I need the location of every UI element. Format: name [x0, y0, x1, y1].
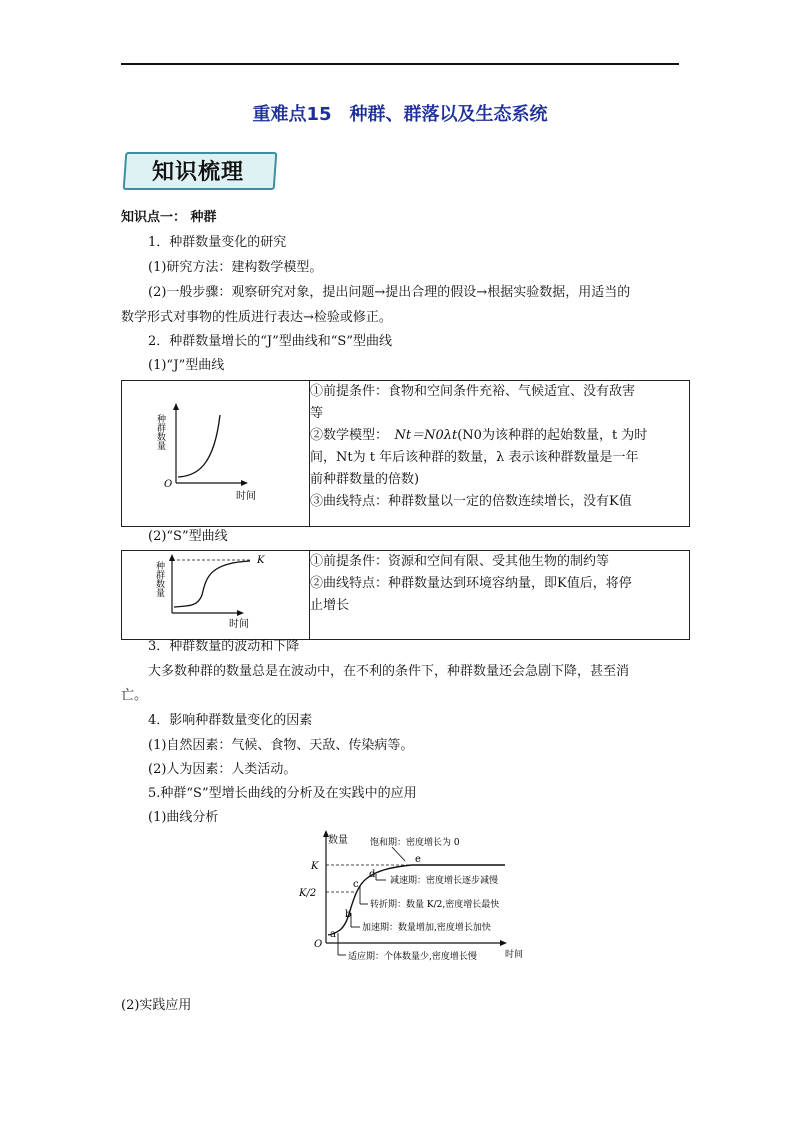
text-line: (2)人为因素：人类活动。	[148, 762, 297, 777]
s-curve-text-cell	[310, 551, 690, 640]
j-curve-table	[121, 380, 690, 527]
s-curve-analysis-figure	[290, 825, 550, 965]
point-label-b: b	[345, 909, 352, 920]
s-curve-table	[121, 550, 690, 640]
j-line: 前种群数量的倍数)	[310, 472, 420, 487]
text-line: (2)一般步骤：观察研究对象，提出问题→提出合理的假设→根据实验数据，用适当的	[148, 285, 631, 300]
s-curve-graph	[122, 551, 309, 635]
phase-saturation: 饱和期：密度增长为 0	[370, 838, 460, 848]
graph-x-label: 时间	[229, 619, 249, 630]
j-model-line	[310, 425, 689, 447]
section-banner	[120, 148, 276, 190]
j-formula: Nt＝N0λt	[394, 428, 458, 443]
j-curve-graph	[122, 381, 309, 522]
j-line: 等	[310, 406, 324, 421]
subsection-heading: (1)“J”型曲线	[148, 358, 225, 373]
j-formula-note: (N0为该种群的起始数量，t 为时	[457, 428, 648, 443]
knowledge-point-heading: 知识点一： 种群	[121, 210, 217, 225]
j-curve-text-cell	[310, 381, 690, 527]
page-title: 重难点15 种群、群落以及生态系统	[252, 104, 548, 125]
axis-y-label: 数量	[328, 835, 348, 846]
graph-y-label: 种群数量	[155, 414, 165, 450]
subsection-heading: (1)曲线分析	[148, 810, 219, 825]
text-line: (1)研究方法：建构数学模型。	[148, 260, 323, 275]
phase-adaptation: 适应期：个体数量少,密度增长慢	[348, 952, 477, 962]
phase-deceleration: 减速期：密度增长逐步减慢	[390, 876, 499, 886]
k-label: K	[311, 861, 319, 872]
section-5-heading: 5.种群“S”型增长曲线的分析及在实践中的应用	[148, 786, 417, 801]
graph-y-label: 种群数量	[154, 561, 164, 597]
k-half-label: K/2	[299, 888, 317, 899]
section-2-heading: 2．种群数量增长的“J”型曲线和“S”型曲线	[148, 334, 392, 349]
point-label-d: d	[369, 869, 376, 880]
s-curve-graph-cell	[122, 551, 310, 640]
s-line: ②曲线特点：种群数量达到环境容纳量，即K值后，将停	[310, 576, 632, 591]
subsection-heading: (2)实践应用	[121, 998, 192, 1013]
point-label-a: a	[330, 929, 336, 940]
phase-turning: 转折期：数量 K/2,密度增长最快	[370, 900, 500, 910]
text-line: 数学形式对事物的性质进行表达→检验或修正。	[121, 310, 392, 325]
section-3-heading: 3．种群数量的波动和下降	[148, 639, 300, 654]
s-line: ①前提条件：资源和空间有限、受其他生物的制约等	[310, 554, 610, 569]
j-model-label: ②数学模型：	[310, 428, 395, 443]
banner-label: 知识梳理	[151, 159, 244, 185]
section-4-heading: 4．影响种群数量变化的因素	[148, 713, 313, 728]
text-line: 亡。	[121, 688, 148, 703]
section-1-heading: 1．种群数量变化的研究	[148, 235, 287, 250]
graph-k-label: K	[257, 555, 265, 566]
point-label-e: e	[415, 854, 421, 865]
s-line: 止增长	[310, 598, 350, 613]
phase-acceleration: 加速期：数量增加,密度增长加快	[362, 923, 491, 933]
j-curve-graph-cell	[122, 381, 310, 527]
j-line: ①前提条件：食物和空间条件充裕、气候适宜、没有敌害	[310, 384, 636, 399]
point-label-c: c	[353, 879, 359, 890]
j-line: 间，Nt为 t 年后该种群的数量，λ 表示该种群数量是一年	[310, 450, 639, 465]
origin-label: O	[314, 939, 323, 950]
j-line: ③曲线特点：种群数量以一定的倍数连续增长，没有K值	[310, 494, 632, 509]
text-line: (1)自然因素：气候、食物、天敌、传染病等。	[148, 738, 414, 753]
text-line: 大多数种群的数量总是在波动中，在不利的条件下，种群数量还会急剧下降，甚至消	[148, 664, 630, 679]
axis-x-label: 时间	[505, 950, 524, 960]
header-rule	[121, 63, 679, 65]
graph-origin-label: O	[164, 479, 173, 490]
subsection-heading: (2)“S”型曲线	[148, 529, 228, 544]
graph-x-label: 时间	[236, 491, 256, 502]
